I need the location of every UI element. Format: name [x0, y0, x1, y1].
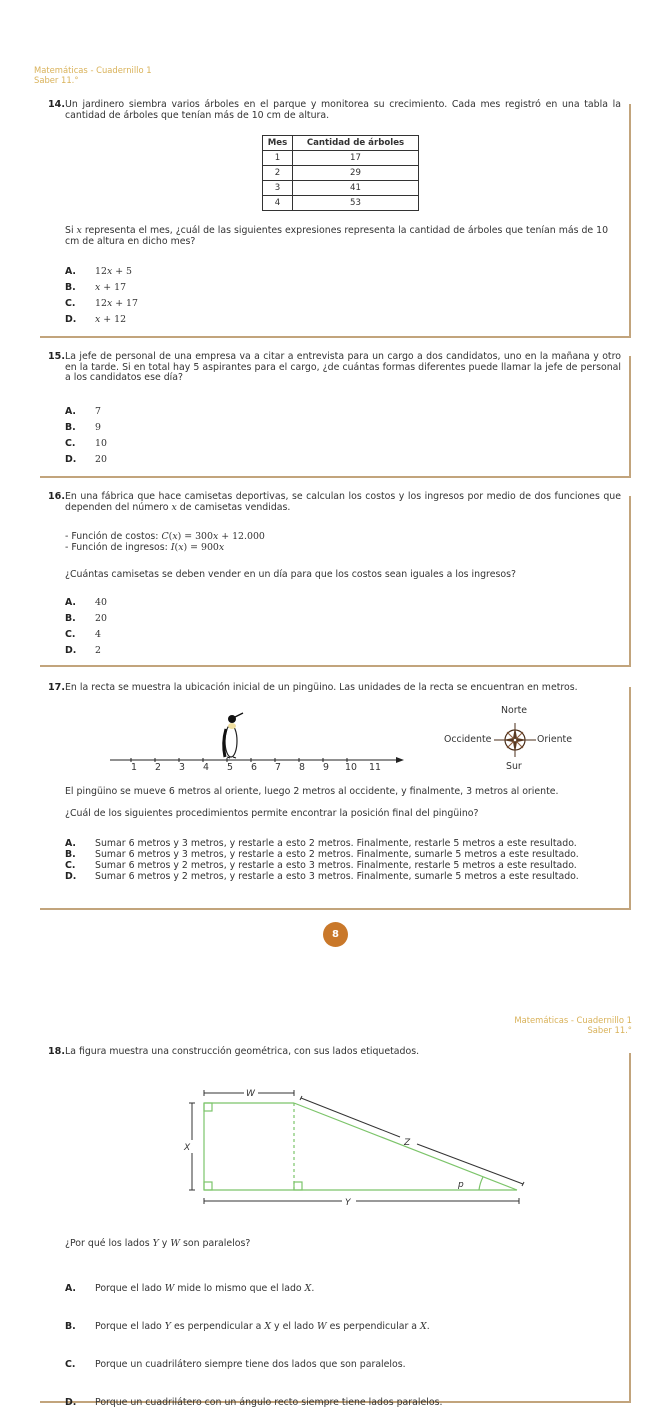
- option-a[interactable]: A. 12x + 5: [65, 266, 133, 277]
- svg-text:W: W: [246, 1089, 255, 1099]
- option-c[interactable]: C. Sumar 6 metros y 2 metros, y restarle a esto 3 metros. Finalmente, restarle 5 metros a este resultado.: [65, 860, 577, 871]
- frame-border: [40, 476, 631, 478]
- question-stem: 17. En la recta se muestra la ubicación inicial de un pingüino. Las unidades de la recta se encuentran en metros.: [48, 682, 578, 693]
- option-d[interactable]: D. Sumar 6 metros y 2 metros, y restarle a esto 3 metros. Finalmente, sumarle 5 metros a este resultado.: [65, 871, 579, 882]
- question-stem: 16. En una fábrica que hace camisetas deportivas, se calculan los costos y los ingresos por medio de dos funciones que dependen del número x de camisetas vendidas.: [48, 491, 621, 513]
- answer-options: [44, 267, 138, 326]
- arrow-icon: [396, 757, 404, 763]
- answer-options: [44, 598, 107, 657]
- question-number: 16.: [48, 491, 65, 502]
- trees-table: [262, 135, 419, 211]
- page-number-badge: 8: [323, 922, 348, 947]
- question-15: [44, 352, 631, 478]
- option-d[interactable]: D. x + 12: [65, 314, 127, 325]
- page-header: [514, 1015, 632, 1035]
- question-stem: 18. La figura muestra una construcción geométrica, con sus lados etiquetados.: [48, 1046, 420, 1057]
- option-a[interactable]: A. Porque el lado W mide lo mismo que el lado X.: [65, 1283, 315, 1294]
- header-subject: Matemáticas - Cuadernillo 1: [34, 65, 152, 75]
- frame-border: [629, 496, 631, 667]
- question-stem: 14. Un jardinero siembra varios árboles en el parque y monitorea su crecimiento. Cada mes registró en una tabla la cantidad de árboles que tenían más de 10 cm de altura.: [48, 99, 621, 121]
- option-d[interactable]: D. 20: [65, 454, 107, 465]
- question-prompt: ¿Por qué los lados Y y W son paralelos?: [65, 1238, 251, 1249]
- frame-border: [40, 665, 631, 667]
- question-prompt: ¿Cuál de los siguientes procedimientos permite encontrar la posición final del pingüino?: [65, 808, 479, 819]
- compass-icon: [494, 719, 536, 761]
- frame-border: [40, 908, 631, 910]
- option-b[interactable]: B. Sumar 6 metros y 3 metros, y restarle a esto 2 metros. Finalmente, sumarle 5 metros a este resultado.: [65, 849, 579, 860]
- page-header: [34, 65, 152, 85]
- question-number: 14.: [48, 99, 65, 110]
- question-16: [44, 492, 631, 667]
- answer-options: [44, 839, 631, 883]
- table-header: Cantidad de árboles: [293, 136, 419, 151]
- frame-border: [629, 1053, 631, 1403]
- frame-border: [629, 104, 631, 338]
- option-b[interactable]: B. 9: [65, 422, 101, 433]
- question-18: [44, 1046, 631, 1408]
- table-row: 4 53: [263, 196, 419, 211]
- option-c[interactable]: C. 4: [65, 629, 101, 640]
- question-number: 17.: [48, 682, 65, 693]
- option-a[interactable]: A. 7: [65, 406, 101, 417]
- question-prompt: Si x representa el mes, ¿cuál de las siguientes expresiones representa la cantidad de árboles que tenían más de 10 cm de altura en dicho mes?: [65, 225, 609, 247]
- svg-text:X: X: [184, 1143, 191, 1153]
- table-header: Mes: [263, 136, 293, 151]
- frame-border: [40, 336, 631, 338]
- svg-text:Z: Z: [404, 1138, 411, 1148]
- option-a[interactable]: A. 40: [65, 597, 107, 608]
- question-number: 15.: [48, 351, 65, 362]
- option-c[interactable]: C. 10: [65, 438, 107, 449]
- header-grade: Saber 11.°: [587, 1025, 632, 1035]
- header-subject: Matemáticas - Cuadernillo 1: [514, 1015, 632, 1025]
- functions-list: - Función de costos: C(x) = 300x + 12.000 - Función de ingresos: I(x) = 900x: [65, 531, 265, 553]
- answer-options: [44, 407, 107, 466]
- header-grade: Saber 11.°: [34, 75, 79, 85]
- svg-text:Y: Y: [345, 1198, 351, 1208]
- compass-rose: Norte Occidente Oriente Sur: [444, 705, 572, 772]
- option-d[interactable]: D. Porque un cuadrilátero con un ángulo recto siempre tiene lados paralelos.: [65, 1397, 443, 1408]
- option-a[interactable]: A. Sumar 6 metros y 3 metros, y restarle a esto 2 metros. Finalmente, restarle 5 metros a este resultado.: [65, 838, 577, 849]
- option-b[interactable]: B. 20: [65, 613, 107, 624]
- svg-text:p: p: [458, 1180, 464, 1190]
- option-b[interactable]: B. x + 17: [65, 282, 127, 293]
- table-row: 3 41: [263, 181, 419, 196]
- movement-text: El pingüino se mueve 6 metros al oriente, luego 2 metros al occidente, y finalmente, 3 metros al oriente.: [65, 786, 559, 797]
- option-b[interactable]: B. Porque el lado Y es perpendicular a X y el lado W es perpendicular a X.: [65, 1321, 430, 1332]
- geometric-figure: [174, 1083, 544, 1213]
- number-line-ticks: 1 2 3 4 5 6 7 8 9 10 11: [131, 762, 381, 773]
- table-row: 1 17: [263, 151, 419, 166]
- table-row: 2 29: [263, 166, 419, 181]
- option-c[interactable]: C. Porque un cuadrilátero siempre tiene dos lados que son paralelos.: [65, 1359, 406, 1370]
- question-prompt: ¿Cuántas camisetas se deben vender en un día para que los costos sean iguales a los ingresos?: [65, 569, 516, 580]
- question-stem: 15. La jefe de personal de una empresa va a citar a entrevista para un cargo a dos candidatos, uno en la mañana y otro en la tarde. Si en total hay 5 aspirantes para el cargo, ¿de cuántas formas diferentes puede llamar la jefe de personal a los candidatos ese día?: [48, 351, 621, 383]
- question-number: 18.: [48, 1046, 65, 1057]
- option-d[interactable]: D. 2: [65, 645, 101, 656]
- answer-options: [44, 1284, 442, 1408]
- option-c[interactable]: C. 12x + 17: [65, 298, 138, 309]
- question-17: [44, 683, 631, 910]
